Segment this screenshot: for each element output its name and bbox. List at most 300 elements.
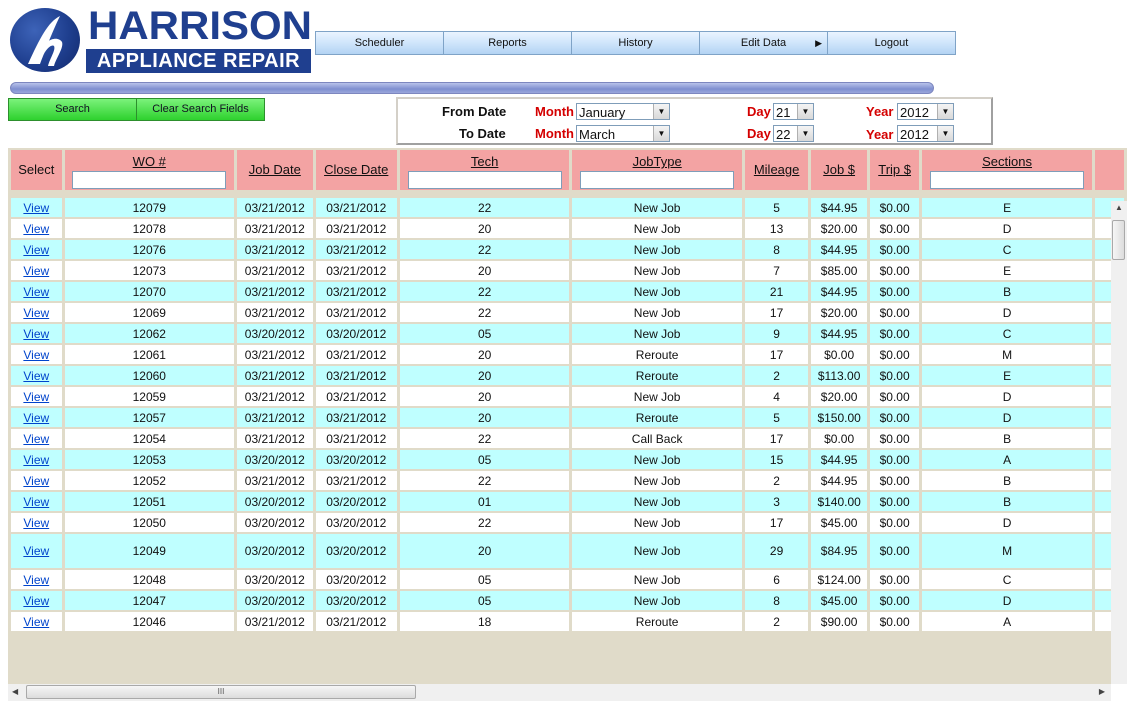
wo-cell: 12078 [65, 219, 235, 238]
close-date-cell: 03/20/2012 [316, 324, 397, 343]
wo-cell: 12051 [65, 492, 235, 511]
select-cell [11, 219, 62, 238]
trip-amount-cell: $0.00 [870, 492, 919, 511]
view-link[interactable]: View [23, 544, 50, 558]
table-row [11, 513, 1124, 532]
job-type-cell: New Job [572, 219, 742, 238]
trip-amount-cell: $0.00 [870, 612, 919, 631]
section-cell: D [922, 387, 1092, 406]
job-date-cell: 03/20/2012 [237, 513, 313, 532]
col-header-sections-label[interactable]: Sections [982, 154, 1033, 169]
logo-h-emblem [10, 8, 80, 72]
wo-cell: 12049 [65, 534, 235, 568]
job-type-cell: New Job [572, 324, 742, 343]
trip-amount-cell: $0.00 [870, 303, 919, 322]
job-type-cell: New Job [572, 471, 742, 490]
vertical-scroll-thumb[interactable] [1112, 220, 1125, 260]
view-link[interactable]: View [23, 347, 50, 362]
view-link[interactable]: View [23, 305, 50, 320]
tech-cell: 20 [400, 408, 570, 427]
trip-amount-cell: $0.00 [870, 282, 919, 301]
col-header-close-date[interactable] [316, 150, 397, 190]
mileage-cell: 8 [745, 240, 808, 259]
view-link[interactable]: View [23, 284, 50, 299]
close-date-cell: 03/21/2012 [316, 387, 397, 406]
job-type-cell: New Job [572, 303, 742, 322]
col-header-job-date-label[interactable]: Job Date [248, 162, 301, 177]
tech-cell: 05 [400, 591, 570, 610]
col-header-wo-label[interactable]: WO # [132, 154, 166, 169]
select-cell [11, 240, 62, 259]
to-month-value: March [579, 127, 616, 142]
dropdown-arrow-icon: ▼ [937, 126, 953, 141]
view-link[interactable]: View [23, 389, 50, 404]
view-link[interactable]: View [23, 431, 50, 446]
section-cell: E [922, 366, 1092, 385]
select-cell [11, 303, 62, 322]
trip-amount-cell: $0.00 [870, 387, 919, 406]
tech-cell: 18 [400, 612, 570, 631]
job-type-cell: New Job [572, 387, 742, 406]
scroll-right-arrow-icon[interactable]: ▶ [1098, 687, 1105, 696]
from-day-select[interactable] [773, 103, 814, 120]
col-header-next [1095, 150, 1124, 190]
view-link[interactable]: View [23, 452, 50, 467]
nav-edit-data-label: Edit Data [740, 37, 787, 49]
wo-cell: 12070 [65, 282, 235, 301]
table-row [11, 570, 1124, 589]
table-row [11, 303, 1124, 322]
close-date-cell: 03/20/2012 [316, 570, 397, 589]
mileage-cell: 17 [745, 429, 808, 448]
select-cell [11, 261, 62, 280]
dropdown-arrow-icon: ▼ [797, 104, 813, 119]
wo-cell: 12061 [65, 345, 235, 364]
close-date-cell: 03/21/2012 [316, 612, 397, 631]
job-type-cell: Reroute [572, 366, 742, 385]
select-cell [11, 534, 62, 568]
trip-amount-cell: $0.00 [870, 408, 919, 427]
select-cell [11, 282, 62, 301]
work-order-grid [8, 148, 1127, 684]
view-link[interactable]: View [23, 593, 50, 608]
close-date-cell: 03/21/2012 [316, 219, 397, 238]
col-header-job-type-label[interactable]: JobType [632, 154, 682, 169]
select-cell [11, 612, 62, 631]
section-cell: D [922, 591, 1092, 610]
job-amount-cell: $44.95 [811, 324, 867, 343]
wo-cell: 12052 [65, 471, 235, 490]
close-date-cell: 03/21/2012 [316, 429, 397, 448]
mileage-cell: 5 [745, 408, 808, 427]
view-link[interactable]: View [23, 473, 50, 488]
job-amount-cell: $44.95 [811, 198, 867, 217]
tech-filter-input[interactable] [408, 171, 562, 189]
table-row [11, 198, 1124, 217]
col-header-select [11, 150, 62, 190]
table-row [11, 324, 1124, 343]
col-header-wo[interactable] [65, 150, 235, 190]
trip-amount-cell: $0.00 [870, 591, 919, 610]
select-cell [11, 591, 62, 610]
logo-text-harrison: HARRISON [88, 4, 313, 48]
job-amount-cell: $0.00 [811, 429, 867, 448]
col-header-trip-amount[interactable] [870, 150, 919, 190]
select-cell [11, 366, 62, 385]
job-date-cell: 03/21/2012 [237, 219, 313, 238]
job-amount-cell: $45.00 [811, 513, 867, 532]
job-type-cell: New Job [572, 492, 742, 511]
mileage-cell: 9 [745, 324, 808, 343]
mileage-cell: 17 [745, 513, 808, 532]
job-amount-cell: $44.95 [811, 282, 867, 301]
tech-cell: 22 [400, 513, 570, 532]
section-cell: D [922, 513, 1092, 532]
to-year-select[interactable] [897, 125, 954, 142]
mileage-cell: 5 [745, 198, 808, 217]
wo-cell: 12076 [65, 240, 235, 259]
section-cell: A [922, 450, 1092, 469]
from-day-value: 21 [776, 105, 791, 120]
wo-cell: 12054 [65, 429, 235, 448]
job-date-cell: 03/20/2012 [237, 450, 313, 469]
job-date-cell: 03/21/2012 [237, 261, 313, 280]
trip-amount-cell: $0.00 [870, 324, 919, 343]
tech-cell: 20 [400, 219, 570, 238]
wo-cell: 12048 [65, 570, 235, 589]
close-date-cell: 03/21/2012 [316, 240, 397, 259]
tech-cell: 22 [400, 198, 570, 217]
job-date-cell: 03/20/2012 [237, 324, 313, 343]
job-type-cell: New Job [572, 570, 742, 589]
nav-reports[interactable] [444, 31, 572, 55]
nav-reports-label: Reports [488, 37, 527, 49]
mileage-cell: 6 [745, 570, 808, 589]
view-link[interactable]: View [23, 263, 50, 278]
from-year-select[interactable] [897, 103, 954, 120]
from-month-label: Month [535, 104, 574, 119]
nav-edit-data[interactable] [700, 31, 828, 55]
trip-amount-cell: $0.00 [870, 534, 919, 568]
table-row [11, 219, 1124, 238]
view-link[interactable]: View [23, 326, 50, 341]
to-day-select[interactable] [773, 125, 814, 142]
section-cell: D [922, 219, 1092, 238]
col-header-sections[interactable] [922, 150, 1092, 190]
job-date-cell: 03/21/2012 [237, 408, 313, 427]
wo-cell: 12057 [65, 408, 235, 427]
wo-cell: 12053 [65, 450, 235, 469]
table-row [11, 261, 1124, 280]
wo-cell: 12079 [65, 198, 235, 217]
mileage-cell: 29 [745, 534, 808, 568]
section-cell: B [922, 429, 1092, 448]
table-row [11, 366, 1124, 385]
job-date-cell: 03/21/2012 [237, 303, 313, 322]
scroll-left-arrow-icon[interactable]: ◀ [12, 687, 19, 696]
view-link[interactable]: View [23, 221, 50, 236]
wo-cell: 12059 [65, 387, 235, 406]
view-link[interactable]: View [23, 572, 50, 587]
col-header-trip-amount-label[interactable]: Trip $ [878, 162, 911, 177]
job-date-cell: 03/20/2012 [237, 492, 313, 511]
job-amount-cell: $44.95 [811, 240, 867, 259]
table-row [11, 282, 1124, 301]
search-button[interactable]: Search [8, 98, 137, 121]
col-header-job-amount[interactable] [811, 150, 867, 190]
trip-amount-cell: $0.00 [870, 261, 919, 280]
nav-scheduler-label: Scheduler [354, 37, 405, 49]
table-row [11, 534, 1124, 568]
section-cell: E [922, 261, 1092, 280]
job-amount-cell: $140.00 [811, 492, 867, 511]
section-cell: M [922, 345, 1092, 364]
section-cell: B [922, 492, 1092, 511]
vertical-scrollbar[interactable] [1111, 201, 1127, 684]
job-amount-cell: $20.00 [811, 303, 867, 322]
tech-cell: 22 [400, 303, 570, 322]
tech-cell: 22 [400, 282, 570, 301]
table-row [11, 591, 1124, 610]
col-header-tech[interactable] [400, 150, 570, 190]
section-cell: C [922, 570, 1092, 589]
col-header-mileage-label[interactable]: Mileage [753, 162, 800, 177]
mileage-cell: 13 [745, 219, 808, 238]
table-row [11, 450, 1124, 469]
mileage-cell: 2 [745, 612, 808, 631]
table-row [11, 612, 1124, 631]
job-amount-cell: $20.00 [811, 219, 867, 238]
job-type-cell: Reroute [572, 408, 742, 427]
close-date-cell: 03/21/2012 [316, 303, 397, 322]
submenu-arrow-icon: ▶ [815, 38, 822, 48]
view-link[interactable]: View [23, 614, 50, 629]
select-cell [11, 429, 62, 448]
select-cell [11, 513, 62, 532]
job-amount-cell: $84.95 [811, 534, 867, 568]
horizontal-scrollbar[interactable] [8, 684, 1111, 701]
tech-cell: 22 [400, 240, 570, 259]
close-date-cell: 03/21/2012 [316, 198, 397, 217]
nav-logout-label: Logout [874, 37, 909, 49]
tech-cell: 20 [400, 387, 570, 406]
nav-scheduler[interactable] [315, 31, 444, 55]
section-cell: D [922, 303, 1092, 322]
date-filter-panel [396, 97, 993, 145]
job-date-cell: 03/21/2012 [237, 345, 313, 364]
col-header-job-amount-label[interactable]: Job $ [823, 162, 856, 177]
main-nav [315, 31, 956, 54]
table-row [11, 240, 1124, 259]
job-date-cell: 03/21/2012 [237, 198, 313, 217]
view-link[interactable]: View [23, 242, 50, 257]
to-year-label: Year [866, 127, 894, 142]
tech-cell: 22 [400, 429, 570, 448]
from-month-value: January [579, 105, 626, 120]
table-row [11, 345, 1124, 364]
job-amount-cell: $90.00 [811, 612, 867, 631]
dropdown-arrow-icon: ▼ [797, 126, 813, 141]
job-amount-cell: $45.00 [811, 591, 867, 610]
job-type-cell: Reroute [572, 612, 742, 631]
section-cell: M [922, 534, 1092, 568]
from-date-label: From Date [442, 104, 507, 119]
close-date-cell: 03/21/2012 [316, 471, 397, 490]
horizontal-scroll-thumb[interactable] [26, 685, 416, 699]
job-date-cell: 03/20/2012 [237, 570, 313, 589]
select-cell [11, 198, 62, 217]
wo-cell: 12050 [65, 513, 235, 532]
select-cell [11, 492, 62, 511]
job-amount-cell: $85.00 [811, 261, 867, 280]
job-type-filter-input[interactable] [580, 171, 734, 189]
job-amount-cell: $44.95 [811, 471, 867, 490]
job-amount-cell: $0.00 [811, 345, 867, 364]
close-date-cell: 03/20/2012 [316, 591, 397, 610]
close-date-cell: 03/21/2012 [316, 345, 397, 364]
view-link[interactable]: View [23, 200, 50, 215]
job-amount-cell: $124.00 [811, 570, 867, 589]
sections-filter-input[interactable] [930, 171, 1084, 189]
scroll-up-arrow-icon[interactable]: ▲ [1115, 203, 1123, 212]
trip-amount-cell: $0.00 [870, 345, 919, 364]
from-month-select[interactable] [576, 103, 670, 120]
to-month-select[interactable] [576, 125, 670, 142]
close-date-cell: 03/20/2012 [316, 534, 397, 568]
job-type-cell: New Job [572, 591, 742, 610]
wo-filter-input[interactable] [72, 171, 226, 189]
col-header-mileage[interactable] [745, 150, 808, 190]
close-date-cell: 03/20/2012 [316, 492, 397, 511]
job-type-cell: New Job [572, 198, 742, 217]
to-date-label: To Date [459, 126, 506, 141]
job-date-cell: 03/21/2012 [237, 240, 313, 259]
col-header-close-date-label[interactable]: Close Date [324, 162, 389, 177]
trip-amount-cell: $0.00 [870, 240, 919, 259]
trip-amount-cell: $0.00 [870, 570, 919, 589]
job-type-cell: New Job [572, 513, 742, 532]
table-row [11, 387, 1124, 406]
decorative-bar [10, 82, 934, 94]
trip-amount-cell: $0.00 [870, 366, 919, 385]
tech-cell: 22 [400, 471, 570, 490]
trip-amount-cell: $0.00 [870, 429, 919, 448]
wo-cell: 12073 [65, 261, 235, 280]
select-cell [11, 345, 62, 364]
job-amount-cell: $113.00 [811, 366, 867, 385]
job-type-cell: Call Back [572, 429, 742, 448]
mileage-cell: 2 [745, 366, 808, 385]
scroll-thumb-grip: III [217, 687, 225, 696]
job-date-cell: 03/21/2012 [237, 387, 313, 406]
wo-cell: 12069 [65, 303, 235, 322]
work-order-table [8, 148, 1127, 633]
select-cell [11, 324, 62, 343]
close-date-cell: 03/21/2012 [316, 408, 397, 427]
close-date-cell: 03/20/2012 [316, 450, 397, 469]
mileage-cell: 15 [745, 450, 808, 469]
section-cell: A [922, 612, 1092, 631]
trip-amount-cell: $0.00 [870, 450, 919, 469]
table-row [11, 471, 1124, 490]
section-cell: B [922, 471, 1092, 490]
view-link[interactable]: View [23, 410, 50, 425]
wo-cell: 12046 [65, 612, 235, 631]
to-year-value: 2012 [900, 127, 929, 142]
job-type-cell: Reroute [572, 345, 742, 364]
dropdown-arrow-icon: ▼ [653, 104, 669, 119]
job-amount-cell: $44.95 [811, 450, 867, 469]
job-type-cell: New Job [572, 450, 742, 469]
wo-cell: 12047 [65, 591, 235, 610]
tech-cell: 20 [400, 534, 570, 568]
trip-amount-cell: $0.00 [870, 219, 919, 238]
table-row [11, 429, 1124, 448]
job-type-cell: New Job [572, 282, 742, 301]
mileage-cell: 8 [745, 591, 808, 610]
col-header-tech-label[interactable]: Tech [470, 154, 499, 169]
section-cell: B [922, 282, 1092, 301]
view-link[interactable]: View [23, 494, 50, 509]
close-date-cell: 03/21/2012 [316, 261, 397, 280]
logo-text-appliance-repair: APPLIANCE REPAIR [86, 49, 311, 73]
tech-cell: 05 [400, 450, 570, 469]
section-cell: D [922, 408, 1092, 427]
col-header-job-type[interactable] [572, 150, 742, 190]
job-amount-cell: $20.00 [811, 387, 867, 406]
tech-cell: 01 [400, 492, 570, 511]
trip-amount-cell: $0.00 [870, 198, 919, 217]
select-cell [11, 471, 62, 490]
nav-history[interactable] [572, 31, 700, 55]
tech-cell: 20 [400, 261, 570, 280]
job-type-cell: New Job [572, 534, 742, 568]
company-logo [10, 4, 313, 76]
tech-cell: 05 [400, 570, 570, 589]
dropdown-arrow-icon: ▼ [937, 104, 953, 119]
tech-cell: 05 [400, 324, 570, 343]
wo-cell: 12060 [65, 366, 235, 385]
mileage-cell: 3 [745, 492, 808, 511]
job-type-cell: New Job [572, 261, 742, 280]
from-day-label: Day [747, 104, 771, 119]
col-header-job-date[interactable] [237, 150, 313, 190]
to-month-label: Month [535, 126, 574, 141]
to-day-label: Day [747, 126, 771, 141]
view-link[interactable]: View [23, 515, 50, 530]
nav-logout[interactable] [828, 31, 956, 55]
from-year-label: Year [866, 104, 894, 119]
from-year-value: 2012 [900, 105, 929, 120]
close-date-cell: 03/21/2012 [316, 366, 397, 385]
job-date-cell: 03/20/2012 [237, 591, 313, 610]
job-date-cell: 03/21/2012 [237, 282, 313, 301]
select-cell [11, 387, 62, 406]
view-link[interactable]: View [23, 368, 50, 383]
job-date-cell: 03/21/2012 [237, 471, 313, 490]
select-cell [11, 408, 62, 427]
clear-search-fields-button[interactable]: Clear Search Fields [136, 98, 265, 121]
section-cell: C [922, 240, 1092, 259]
job-date-cell: 03/21/2012 [237, 612, 313, 631]
job-date-cell: 03/21/2012 [237, 366, 313, 385]
mileage-cell: 21 [745, 282, 808, 301]
tech-cell: 20 [400, 366, 570, 385]
trip-amount-cell: $0.00 [870, 513, 919, 532]
job-date-cell: 03/20/2012 [237, 534, 313, 568]
mileage-cell: 4 [745, 387, 808, 406]
close-date-cell: 03/20/2012 [316, 513, 397, 532]
